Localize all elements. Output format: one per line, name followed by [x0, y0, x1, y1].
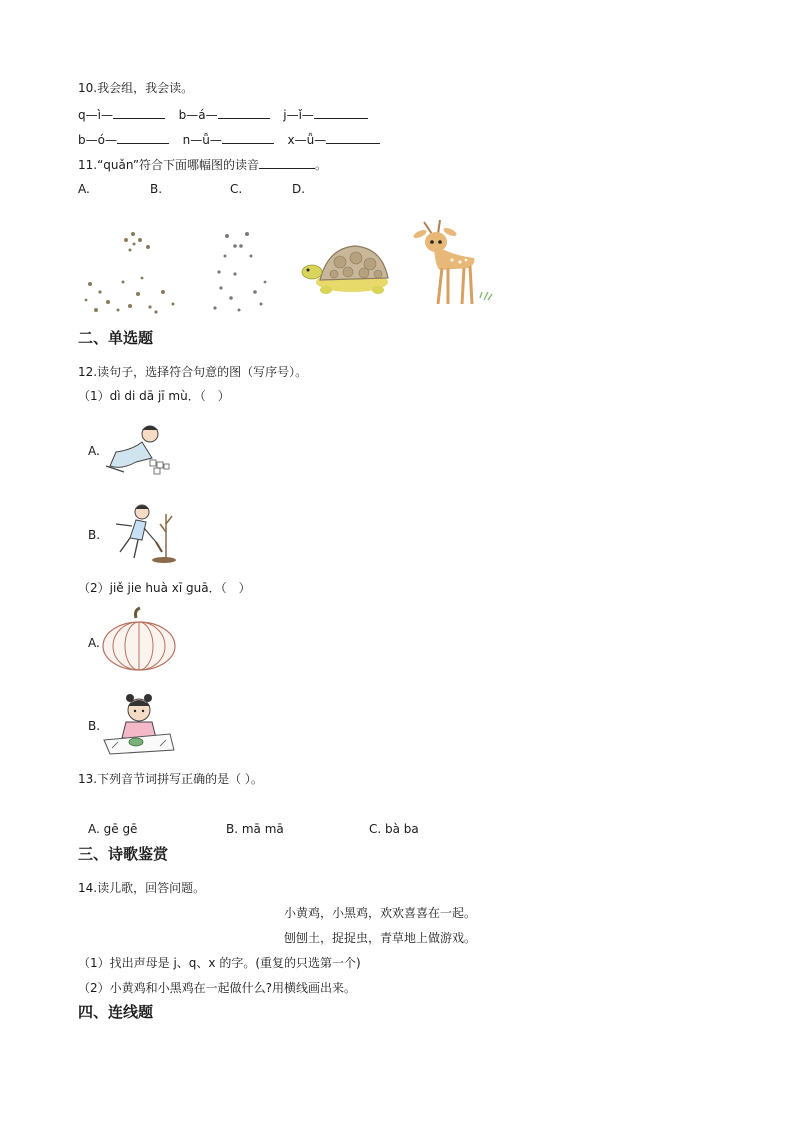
section-2-title: 二、单选题: [78, 329, 154, 347]
q13-opt-b: B. mā mā: [226, 822, 284, 836]
q14-title: 14.读儿歌，回答问题。: [78, 881, 206, 895]
answer-blank[interactable]: [117, 131, 169, 144]
q11-opt-b: B.: [150, 182, 163, 196]
q10-row-2: [78, 131, 380, 148]
girl-drawing-image: [100, 690, 178, 756]
cat-dots-image: [205, 222, 275, 317]
q11-question: 11.“quǎn”符合下面哪幅图的读音: [78, 158, 260, 172]
answer-blank[interactable]: [259, 156, 315, 169]
q10-item: b—ó—: [78, 133, 117, 147]
dog-dots-image: [78, 222, 183, 317]
q10-item: n—ǚ—: [182, 133, 222, 147]
q14-sub2: （2）小黄鸡和小黑鸡在一起做什么?用横线画出来。: [78, 981, 357, 995]
q11-end: 。: [315, 158, 328, 172]
q11-opt-d: D.: [292, 182, 306, 196]
q11-opt-c: C.: [230, 182, 243, 196]
q12-sub1-opt-a: A.: [88, 444, 100, 458]
q11-title: [78, 156, 327, 173]
child-building-blocks-image: [102, 422, 180, 480]
child-planting-tree-image: [102, 502, 180, 564]
q10-item: b—á—: [178, 108, 218, 122]
q13-opt-c: C. bà ba: [369, 822, 419, 836]
poem-line-2: 刨刨土，捉捉虫，青草地上做游戏。: [284, 931, 477, 945]
turtle-image: [300, 240, 395, 302]
q12-sub1: （1）dì di dā jī mù．（ ）: [78, 389, 230, 403]
section-4-title: 四、连线题: [78, 1003, 154, 1021]
answer-blank[interactable]: [113, 106, 165, 119]
q10-row-1: [78, 106, 368, 123]
deer-image: [410, 218, 498, 312]
q12-sub2-opt-a: A.: [88, 636, 100, 650]
q12-sub2-opt-b: B.: [88, 719, 101, 733]
q12-title: 12.读句子，选择符合句意的图（写序号）。: [78, 365, 308, 379]
q13-opt-a: A. gē gē: [88, 822, 138, 836]
answer-blank[interactable]: [222, 131, 274, 144]
answer-blank[interactable]: [314, 106, 368, 119]
q13-title: 13.下列音节词拼写正确的是（ ）。: [78, 772, 263, 786]
q12-sub2: （2）jiě jie huà xī guā．（ ）: [78, 581, 251, 595]
answer-blank[interactable]: [218, 106, 270, 119]
pumpkin-image: [100, 606, 178, 672]
poem-line-1: 小黄鸡，小黑鸡，欢欢喜喜在一起。: [284, 906, 477, 920]
q10-item: j—ǐ—: [283, 108, 314, 122]
q10-item: x—ǚ—: [287, 133, 327, 147]
q12-sub1-opt-b: B.: [88, 528, 101, 542]
q14-sub1: （1）找出声母是 j、q、x 的字。(重复的只选第一个): [78, 956, 361, 970]
q10-item: q—ì—: [78, 108, 113, 122]
q11-opt-a: A.: [78, 182, 90, 196]
q10-title: 10.我会组，我会读。: [78, 81, 194, 95]
section-3-title: 三、诗歌鉴赏: [78, 845, 169, 863]
answer-blank[interactable]: [326, 131, 380, 144]
